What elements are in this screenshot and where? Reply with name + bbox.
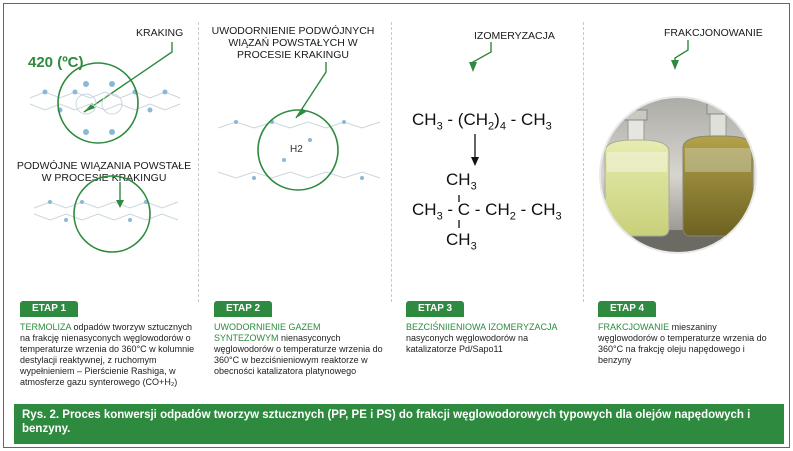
isomerization-label: IZOMERYZACJA <box>474 30 555 42</box>
hydrogenation-label: UWODORNIENIE PODWÓJNYCH WIĄZAŃ POWSTAŁYCH W PROCESIE KRAKINGU <box>211 25 375 61</box>
h2-label: H2 <box>290 144 303 155</box>
stage-tag-3: ETAP 3 <box>406 301 464 317</box>
molecule-chain-bottom <box>34 202 178 220</box>
fractionation-diagram <box>583 0 783 300</box>
formula-branch-top: $CH_3$ <box>446 170 477 193</box>
atoms-bottom <box>48 200 148 222</box>
temperature-label: 420 (ºC) <box>28 54 84 71</box>
stage-tag-1: ETAP 1 <box>20 301 78 317</box>
double-bond-arrowhead <box>116 200 124 208</box>
kraking-label: KRAKING <box>136 27 184 39</box>
zoom-circle-2 <box>74 176 150 252</box>
stage-description-3: BEZCIŚNIIENIOWA IZOMERYZACJA nasyconych węglowodorów na katalizatorze Pd/Sapo11 <box>406 322 558 354</box>
stage-tag-2: ETAP 2 <box>214 301 272 317</box>
stage-description-1: TERMOLIZA odpadów tworzyw sztucznych na frakcję nienasyconych węglowodorów o temperaturze wrzenia do 360°C w kolumnie destylacji reaktywnej, z ruchomym wypełnieniem – Pierścienie Rashiga, w atmosferze gazu synterowego (CO+H₂) <box>20 322 195 387</box>
formula-branched: $CH_3$ - C - $CH_2 - CH_3$ <box>412 200 562 223</box>
fractionation-label: FRAKCJONOWANIE <box>664 27 763 39</box>
stage-description-4: FRAKCJOWANIE mieszaniny węglowodorów o temperaturze wrzenia do 360°C na frakcję oleju napędowego i benzyny <box>598 322 767 365</box>
kraking-diagram <box>0 0 200 300</box>
stage-highlight: TERMOLIZA <box>20 322 72 332</box>
formula-branch-bottom: $CH_3$ <box>446 230 477 253</box>
formula-linear: $CH_3 - (CH_2)_4 - CH_3$ <box>412 110 552 133</box>
stage-highlight: UWODORNIENIE GAZEM SYNTEZOWYM <box>214 322 321 343</box>
isomerization-pointer <box>391 0 591 300</box>
molecule-chain-top <box>30 92 180 110</box>
reaction-arrowhead <box>471 157 479 166</box>
figure-caption: Rys. 2. Proces konwersji odpadów tworzyw sztucznych (PP, PE i PS) do frakcji węglowodorowych typowych dla olejów napędowych i benzyny. <box>14 404 784 444</box>
stage-description-2: UWODORNIENIE GAZEM SYNTEZOWYM nienasyconych węglowodorów o temperaturze wrzenia do 360°C w bezciśnieniowym reaktorze w obecności katalizatora platynowego <box>214 322 383 376</box>
stage-highlight: BEZCIŚNIIENIOWA IZOMERYZACJA <box>406 322 558 332</box>
stage-tag-4: ETAP 4 <box>598 301 656 317</box>
bottles-photo <box>593 90 763 260</box>
hydrogenation-diagram <box>198 0 398 300</box>
stage-highlight: FRAKCJOWANIE <box>598 322 670 332</box>
h-atom <box>282 158 286 162</box>
h-atom <box>308 138 312 142</box>
double-bonds-label: PODWÓJNE WIĄZANIA POWSTAŁE W PROCESIE KRAKINGU <box>16 160 192 184</box>
